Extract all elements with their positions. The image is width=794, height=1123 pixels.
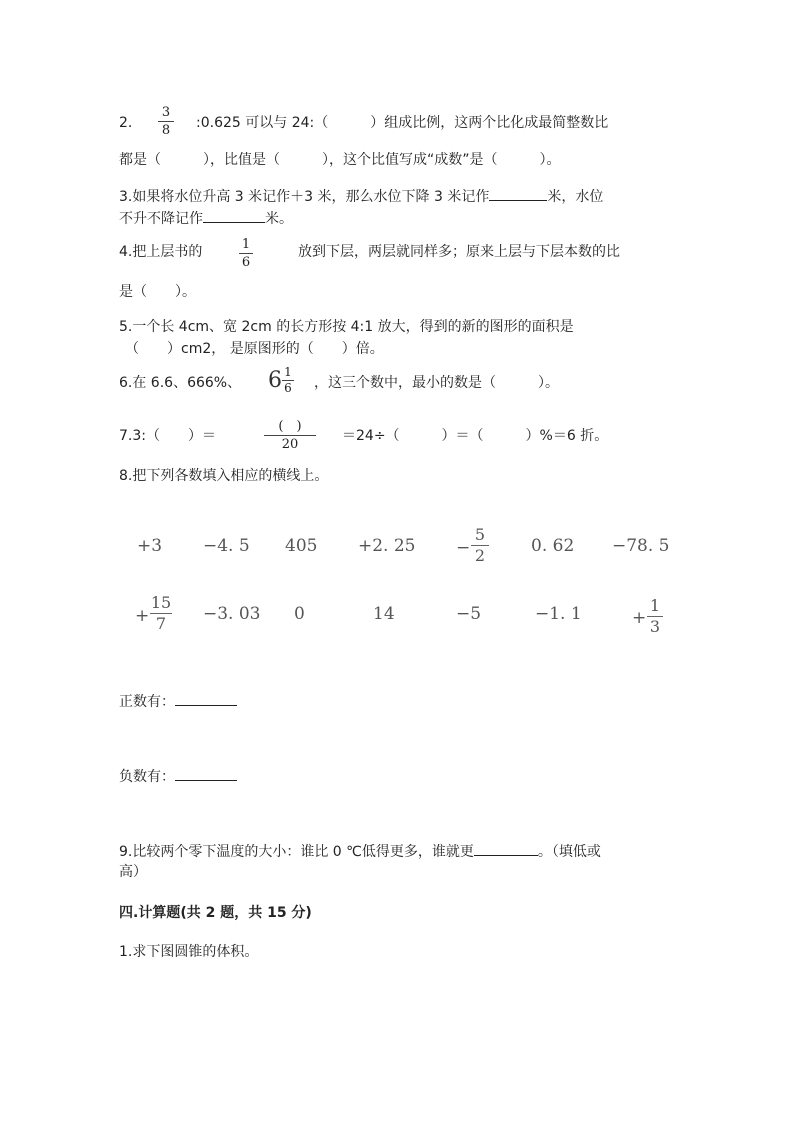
calc-q1: 1.求下图圆锥的体积。 (119, 944, 259, 960)
fraction-sign: + (632, 608, 647, 628)
q7-fraction: ( ) 20 (264, 419, 316, 452)
q6-mixed-fraction: 1 6 (282, 366, 294, 395)
section-title: 四.计算题(共 2 题，共 15 分) (119, 905, 312, 921)
number-item: −3. 03 (203, 604, 261, 624)
q3-line2: 不升不降记作 米。 (119, 208, 293, 229)
answer-blank[interactable] (203, 208, 265, 223)
negative-numbers-line: 负数有： (119, 766, 237, 787)
q4-text-b: 放到下层，两层就同样多；原来上层与下层本数的比 (298, 244, 620, 260)
number-item: 0 (294, 604, 305, 624)
number-item: 0. 62 (531, 536, 575, 556)
q7-text-b: ＝24÷（ ）＝（ ）%＝6 折。 (342, 428, 609, 444)
answer-blank[interactable] (474, 841, 538, 856)
answer-blank[interactable] (175, 691, 237, 706)
number-fraction: 5 2 (471, 526, 489, 565)
number-fraction: 15 7 (150, 593, 172, 633)
q3-line1: 3.如果将水位升高 3 米记作＋3 米，那么水位下降 3 米记作 米，水位 (119, 186, 603, 207)
number-item: −78. 5 (612, 536, 670, 556)
fraction-sign: − (456, 538, 471, 558)
q7-text-a: 7.3:（ ）＝ (119, 428, 216, 444)
number-item: −4. 5 (203, 536, 250, 556)
answer-blank[interactable] (175, 766, 237, 781)
q2-fraction (158, 105, 174, 138)
q9-line2: 高） (119, 864, 147, 880)
q9-line1: 9.比较两个零下温度的大小：谁比 0 ℃低得更多，谁就更 。（填低或 (119, 841, 601, 862)
fraction-denominator: 8 (161, 123, 171, 138)
number-item: +2. 25 (358, 536, 416, 556)
number-item: 405 (285, 536, 318, 556)
number-item: −5 (456, 604, 482, 624)
q2-number: 2. (119, 115, 133, 131)
number-item: +3 (137, 536, 163, 556)
q2-line2: 都是（ ），比值是（ ），这个比值写成“成数”是（ ）。 (119, 152, 561, 168)
number-item: 14 (373, 604, 395, 624)
q4-fraction: 1 6 (239, 237, 253, 270)
q2-line1: :0.625 可以与 24:（ ）组成比例，这两个比化成最简整数比 (196, 115, 609, 131)
number-item: −1. 1 (535, 604, 582, 624)
q5-line2: （ ）cm2， 是原图形的（ ）倍。 (125, 341, 384, 357)
q6-text-b: ，这三个数中，最小的数是（ ）。 (314, 375, 559, 391)
q6-text-a: 6.在 6.6、666%、 (119, 375, 242, 391)
fraction-sign: + (135, 606, 150, 626)
q4-text-c: 是（ ）。 (119, 284, 196, 300)
q6-mixed-whole: 6 (268, 368, 282, 393)
number-fraction: 1 3 (647, 597, 663, 636)
answer-blank[interactable] (489, 186, 547, 201)
q8-title: 8.把下列各数填入相应的横线上。 (119, 468, 329, 484)
q5-line1: 5.一个长 4cm、宽 2cm 的长方形按 4:1 放大，得到的新的图形的面积是 (119, 319, 574, 335)
fraction-numerator: 3 (161, 105, 171, 120)
q4-text-a: 4.把上层书的 (119, 244, 203, 260)
positive-numbers-line: 正数有： (119, 691, 237, 712)
